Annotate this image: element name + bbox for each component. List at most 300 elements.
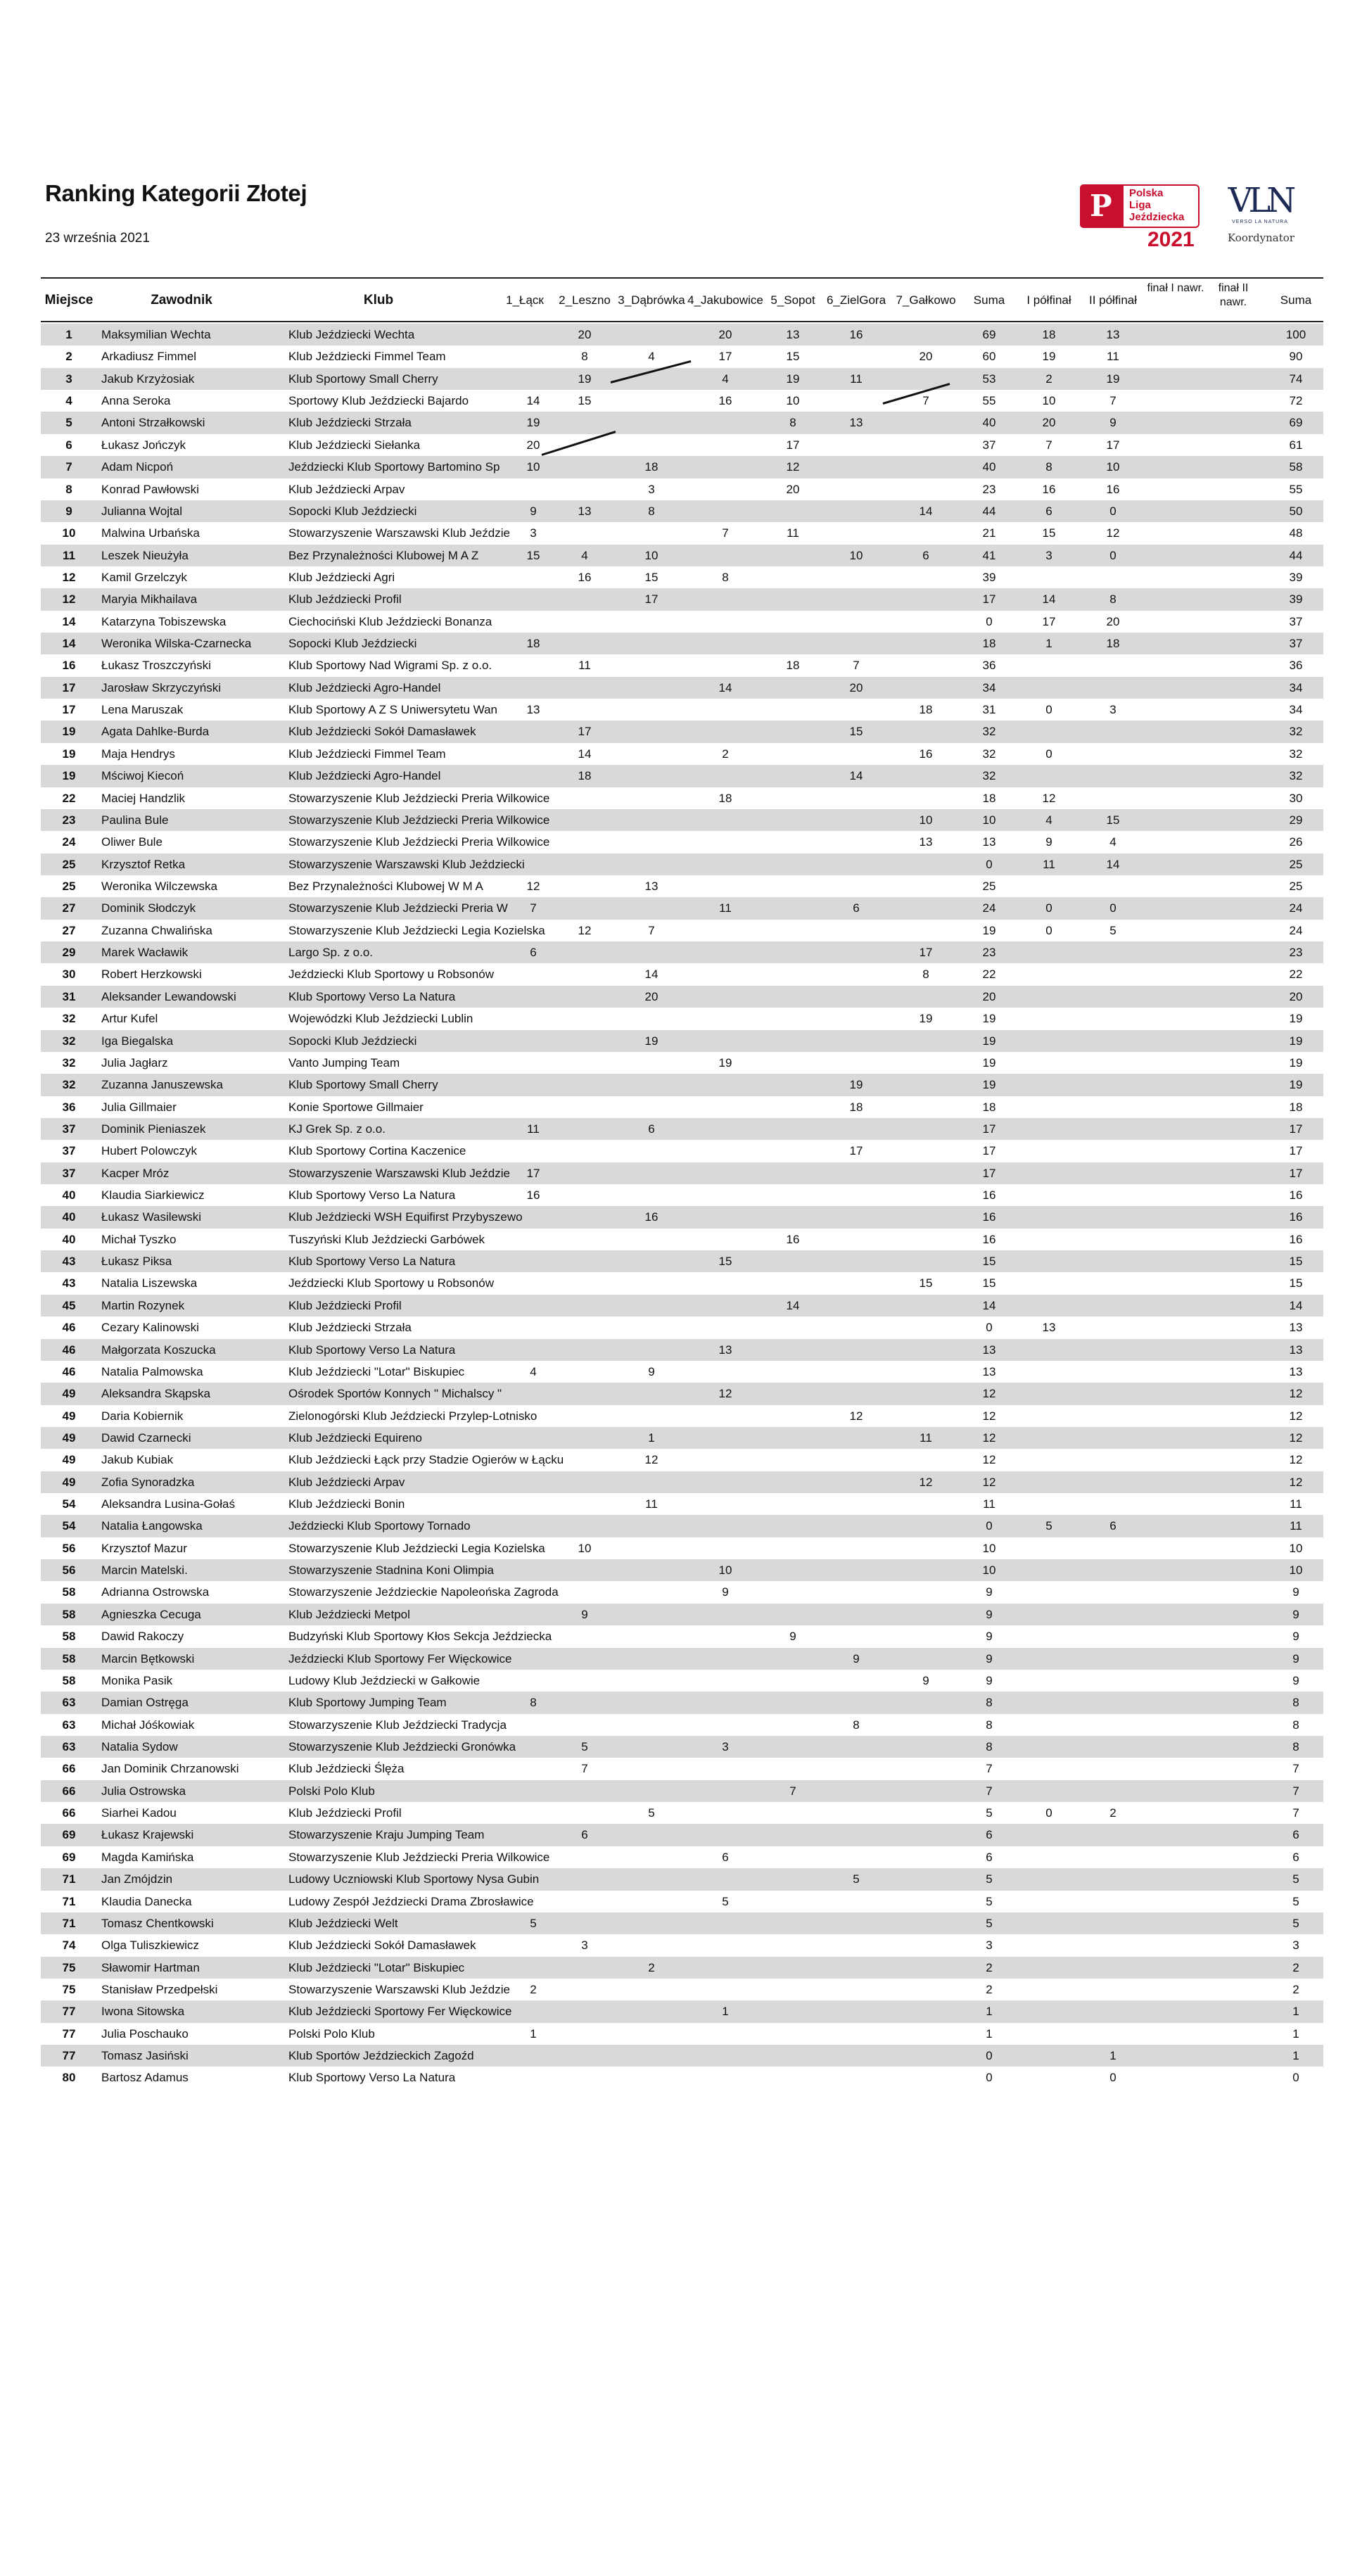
cell-final-1 — [1147, 1912, 1204, 1934]
cell-sum-2: 9 — [1292, 1673, 1299, 1687]
cell-rider: Lena Maruszak — [101, 703, 184, 717]
cell-event-6 — [822, 1537, 891, 1559]
cell-event-2 — [553, 1383, 616, 1404]
cell-event-4: 19 — [718, 1055, 732, 1070]
cell-final-2 — [1204, 1604, 1262, 1625]
cell-event-1 — [519, 1957, 547, 1979]
cell-club: Ludowy Uczniowski Klub Sportowy Nysa Gubin — [288, 1872, 540, 1886]
cell-final-2 — [1204, 456, 1262, 478]
cell-final-1 — [1147, 1891, 1204, 1912]
cell-event-2 — [553, 478, 616, 500]
cell-final-2 — [1204, 765, 1262, 787]
cell-event-6: 19 — [849, 1078, 863, 1092]
cell-event-1 — [519, 1824, 547, 1846]
cell-rank: 24 — [62, 835, 76, 849]
cell-sum-1: 2 — [986, 1982, 993, 1996]
cell-event-2 — [553, 1118, 616, 1140]
cell-final-1 — [1147, 478, 1204, 500]
cell-sum-2: 5 — [1292, 1894, 1299, 1908]
cell-rank: 77 — [62, 2005, 76, 2019]
cell-club: Jeździecki Klub Sportowy Bartomino Sp — [288, 460, 500, 474]
cell-event-3 — [616, 1339, 687, 1361]
cell-event-2 — [553, 875, 616, 897]
cell-sum-1: 16 — [982, 1210, 996, 1224]
col-event-6: 6_ZielGora — [826, 293, 886, 307]
cell-final-1 — [1147, 1846, 1204, 1868]
cell-event-2 — [553, 1979, 616, 2000]
cell-sum-2: 12 — [1289, 1453, 1303, 1467]
cell-final-2 — [1204, 611, 1262, 633]
cell-semifinal-2: 10 — [1106, 460, 1120, 474]
cell-event-2 — [553, 1316, 616, 1338]
cell-event-7 — [891, 368, 961, 390]
cell-semifinal-1 — [1017, 1162, 1081, 1184]
cell-rank: 3 — [65, 372, 72, 386]
cell-semifinal-1 — [1017, 1140, 1081, 1162]
cell-final-1 — [1147, 1118, 1204, 1140]
cell-event-2: 4 — [581, 548, 588, 562]
cell-event-6 — [822, 588, 891, 610]
cell-event-1 — [519, 1206, 547, 1228]
cell-semifinal-2: 18 — [1106, 637, 1120, 651]
cell-event-3 — [616, 809, 687, 831]
cell-sum-1: 39 — [982, 570, 996, 584]
table-row — [41, 1934, 1323, 1956]
cell-event-5 — [764, 566, 822, 588]
cell-club: Klub Jeździecki Arpav — [288, 482, 405, 496]
cell-event-4: 7 — [722, 526, 729, 540]
table-row — [41, 434, 1323, 456]
cell-sum-1: 32 — [982, 769, 996, 783]
cell-event-6 — [822, 434, 891, 456]
cell-sum-1: 41 — [982, 548, 996, 562]
cell-event-6: 6 — [853, 901, 860, 915]
cell-event-5 — [764, 854, 822, 875]
cell-final-1 — [1147, 1471, 1204, 1493]
cell-event-7 — [891, 1957, 961, 1979]
cell-rider: Natalia Sydow — [101, 1740, 178, 1753]
col-event-7: 7_Gałkowo — [896, 293, 956, 307]
cell-sum-1: 24 — [982, 901, 996, 915]
cell-semifinal-1 — [1017, 677, 1081, 699]
col-event-4: 4_Jakubowice — [687, 293, 763, 307]
cell-rider: Jarosław Skrzyczyński — [101, 680, 222, 694]
cell-semifinal-1: 11 — [1043, 857, 1055, 871]
cell-semifinal-1: 3 — [1045, 548, 1052, 562]
cell-event-3 — [616, 324, 687, 345]
cell-event-4 — [687, 1692, 764, 1713]
cell-final-2 — [1204, 1250, 1262, 1272]
cell-rider: Kacper Mróz — [101, 1166, 170, 1180]
cell-final-2 — [1204, 1780, 1262, 1802]
table-row — [41, 368, 1323, 390]
cell-club: Klub Sportowy Verso La Natura — [288, 2071, 456, 2085]
cell-rank: 71 — [62, 1916, 76, 1930]
cell-event-4 — [687, 1670, 764, 1692]
cell-event-1: 19 — [526, 416, 540, 430]
cell-event-6 — [822, 2023, 891, 2045]
cell-event-3 — [616, 1295, 687, 1316]
cell-event-6 — [822, 1493, 891, 1515]
cell-final-1 — [1147, 1670, 1204, 1692]
cell-semifinal-1 — [1017, 1206, 1081, 1228]
cell-event-3: 12 — [644, 1453, 659, 1467]
cell-sum-1: 15 — [982, 1255, 996, 1269]
cell-club: Zielonogórski Klub Jeździecki Przylep-Lotnisko — [288, 1409, 537, 1423]
cell-sum-1: 1 — [986, 2005, 993, 2019]
cell-club: Klub Jeździecki Strzała — [288, 416, 412, 430]
cell-event-2 — [553, 2067, 616, 2088]
cell-event-1: 8 — [530, 1696, 537, 1710]
cell-event-1 — [519, 1383, 547, 1404]
cell-event-1 — [519, 2067, 547, 2088]
cell-event-7 — [891, 456, 961, 478]
cell-event-7 — [891, 1515, 961, 1537]
cell-event-2 — [553, 1272, 616, 1294]
cell-final-1 — [1147, 1625, 1204, 1647]
cell-event-2: 7 — [581, 1762, 588, 1776]
cell-event-4 — [687, 545, 764, 566]
cell-event-5 — [764, 1405, 822, 1427]
cell-event-7 — [891, 1648, 961, 1670]
cell-rank: 7 — [65, 460, 72, 474]
cell-event-1: 20 — [526, 438, 540, 452]
cell-club: Stowarzyszenie Warszawski Klub Jeździecki — [288, 857, 525, 871]
cell-sum-2: 9 — [1292, 1585, 1299, 1599]
cell-event-3 — [616, 1515, 687, 1537]
cell-final-2 — [1204, 1405, 1262, 1427]
table-row — [41, 875, 1323, 897]
cell-event-1: 10 — [526, 460, 540, 474]
cell-rank: 49 — [62, 1387, 76, 1401]
table-row — [41, 2023, 1323, 2045]
cell-club: Klub Jeździecki Bonin — [288, 1497, 405, 1511]
cell-club: Budzyński Klub Sportowy Kłos Sekcja Jeździecka — [288, 1630, 552, 1644]
cell-rank: 32 — [62, 1034, 76, 1048]
cell-final-1 — [1147, 1427, 1204, 1449]
cell-semifinal-1 — [1017, 1604, 1081, 1625]
table-row — [41, 1229, 1323, 1250]
cell-rank: 11 — [63, 548, 75, 562]
cell-semifinal-2: 19 — [1106, 372, 1120, 386]
table-row — [41, 1957, 1323, 1979]
cell-rank: 5 — [65, 416, 72, 430]
cell-event-7 — [891, 1912, 961, 1934]
cell-sum-2: 19 — [1289, 1012, 1303, 1026]
cell-event-6: 13 — [849, 416, 863, 430]
cell-event-1 — [519, 677, 547, 699]
cell-event-6 — [822, 1030, 891, 1052]
table-row — [41, 1625, 1323, 1647]
cell-event-6 — [822, 2000, 891, 2022]
cell-event-1 — [519, 1846, 547, 1868]
cell-sum-1: 60 — [982, 350, 996, 364]
table-row — [41, 633, 1323, 654]
cell-event-6 — [822, 1736, 891, 1758]
cell-rank: 71 — [62, 1872, 76, 1886]
cell-final-1 — [1147, 1052, 1204, 1074]
col-semifinal-1: I półfinał — [1026, 293, 1071, 307]
cell-event-5 — [764, 1030, 822, 1052]
cell-event-6 — [822, 1625, 891, 1647]
table-row — [41, 787, 1323, 809]
cell-rank: 63 — [62, 1740, 76, 1753]
cell-final-2 — [1204, 500, 1262, 522]
cell-rider: Maryia Mikhailava — [101, 592, 198, 607]
table-row — [41, 765, 1323, 787]
cell-event-2 — [553, 1008, 616, 1029]
cell-event-6 — [822, 1891, 891, 1912]
table-row — [41, 963, 1323, 985]
cell-event-4 — [687, 1515, 764, 1537]
cell-semifinal-2 — [1081, 1648, 1145, 1670]
cell-sum-1: 53 — [982, 372, 996, 386]
cell-event-4 — [687, 1934, 764, 1956]
cell-event-7 — [891, 1229, 961, 1250]
cell-event-2: 5 — [581, 1740, 588, 1753]
cell-event-1: 9 — [530, 504, 537, 518]
cell-event-4: 20 — [718, 328, 732, 341]
cell-sum-1: 0 — [986, 857, 993, 871]
cell-semifinal-2 — [1081, 941, 1145, 963]
cell-final-2 — [1204, 1670, 1262, 1692]
cell-final-2 — [1204, 1537, 1262, 1559]
cell-sum-2: 12 — [1289, 1475, 1303, 1489]
cell-rider: Marcin Matelski. — [101, 1563, 188, 1578]
cell-event-5 — [764, 1957, 822, 1979]
table-row — [41, 1758, 1323, 1779]
cell-event-5 — [764, 1162, 822, 1184]
cell-event-7 — [891, 677, 961, 699]
cell-semifinal-1 — [1017, 1559, 1081, 1581]
cell-event-6 — [822, 787, 891, 809]
cell-final-1 — [1147, 2000, 1204, 2022]
cell-final-2 — [1204, 2067, 1262, 2088]
cell-club: Klub Jeździecki Wechta — [288, 328, 415, 341]
cell-event-6 — [822, 345, 891, 367]
cell-event-7 — [891, 1096, 961, 1118]
cell-final-2 — [1204, 831, 1262, 853]
cell-event-6: 16 — [849, 328, 863, 341]
cell-rider: Małgorzata Koszucka — [101, 1343, 216, 1357]
cell-final-1 — [1147, 963, 1204, 985]
cell-event-6 — [822, 1206, 891, 1228]
cell-event-4 — [687, 809, 764, 831]
cell-sum-1: 40 — [982, 460, 996, 474]
cell-event-4 — [687, 1824, 764, 1846]
cell-final-1 — [1147, 1581, 1204, 1603]
table-row — [41, 1604, 1323, 1625]
cell-event-4 — [687, 611, 764, 633]
cell-final-1 — [1147, 1339, 1204, 1361]
cell-rider: Antoni Strzałkowski — [101, 416, 205, 430]
cell-event-7 — [891, 412, 961, 433]
cell-event-6 — [822, 478, 891, 500]
cell-semifinal-1: 13 — [1042, 1321, 1056, 1335]
cell-final-1 — [1147, 368, 1204, 390]
table-row — [41, 920, 1323, 941]
cell-semifinal-1 — [1017, 1670, 1081, 1692]
cell-event-7 — [891, 1934, 961, 1956]
cell-event-7 — [891, 1295, 961, 1316]
cell-club: Klub Jeździecki Agri — [288, 570, 395, 584]
cell-event-1 — [519, 854, 547, 875]
cell-rank: 49 — [62, 1409, 76, 1423]
cell-sum-2: 16 — [1289, 1210, 1303, 1224]
cell-rank: 58 — [62, 1651, 76, 1665]
cell-semifinal-2 — [1081, 1758, 1145, 1779]
cell-final-2 — [1204, 1074, 1262, 1096]
cell-event-6 — [822, 1383, 891, 1404]
cell-final-1 — [1147, 920, 1204, 941]
cell-rider: Julia Gillmaier — [101, 1100, 177, 1114]
cell-event-7 — [891, 1802, 961, 1824]
cell-event-1: 14 — [526, 394, 540, 408]
cell-event-2 — [553, 1140, 616, 1162]
cell-rank: 19 — [62, 747, 76, 761]
cell-final-1 — [1147, 1493, 1204, 1515]
cell-event-5: 14 — [786, 1298, 800, 1312]
cell-event-7 — [891, 1184, 961, 1206]
cell-final-1 — [1147, 1824, 1204, 1846]
table-row — [41, 1250, 1323, 1272]
cell-final-2 — [1204, 1162, 1262, 1184]
cell-semifinal-2 — [1081, 1537, 1145, 1559]
cell-event-6 — [822, 831, 891, 853]
cell-final-2 — [1204, 545, 1262, 566]
cell-event-6 — [822, 456, 891, 478]
cell-event-5 — [764, 1052, 822, 1074]
table-row — [41, 1339, 1323, 1361]
cell-event-1 — [519, 1802, 547, 1824]
cell-event-1 — [519, 1471, 547, 1493]
cell-sum-2: 19 — [1289, 1055, 1303, 1070]
cell-event-1 — [519, 787, 547, 809]
table-row — [41, 1184, 1323, 1206]
cell-event-2 — [553, 588, 616, 610]
cell-sum-2: 23 — [1289, 946, 1303, 960]
cell-event-4 — [687, 1184, 764, 1206]
cell-club: Klub Sportów Jeździeckich Zagoźd — [288, 2049, 474, 2063]
cell-final-1 — [1147, 545, 1204, 566]
cell-event-1 — [519, 1074, 547, 1096]
cell-final-1 — [1147, 1758, 1204, 1779]
cell-event-4: 18 — [718, 791, 732, 805]
cell-event-5 — [764, 1184, 822, 1206]
cell-event-2: 14 — [578, 747, 592, 761]
cell-sum-2: 44 — [1289, 548, 1303, 562]
cell-rank: 46 — [62, 1343, 76, 1357]
cell-sum-1: 2 — [986, 1960, 993, 1974]
cell-club: Stowarzyszenie Jeździeckie Napoleońska Zagroda — [288, 1585, 559, 1599]
cell-final-1 — [1147, 1184, 1204, 1206]
cell-event-4 — [687, 633, 764, 654]
cell-semifinal-2 — [1081, 1383, 1145, 1404]
cell-rank: 12 — [62, 592, 76, 607]
cell-semifinal-1 — [1017, 1074, 1081, 1096]
cell-club: Klub Jeździecki Sokół Damasławek — [288, 725, 476, 739]
cell-semifinal-2: 4 — [1109, 835, 1117, 849]
cell-semifinal-2 — [1081, 721, 1145, 742]
cell-club: Klub Sportowy Nad Wigrami Sp. z o.o. — [288, 659, 492, 673]
cell-sum-1: 18 — [982, 1100, 996, 1114]
cell-event-7 — [891, 1692, 961, 1713]
cell-sum-2: 17 — [1289, 1122, 1303, 1136]
cell-sum-1: 19 — [982, 1034, 996, 1048]
cell-semifinal-2 — [1081, 1780, 1145, 1802]
cell-sum-1: 17 — [982, 1122, 996, 1136]
cell-final-1 — [1147, 941, 1204, 963]
cell-event-5 — [764, 1912, 822, 1934]
cell-final-2 — [1204, 854, 1262, 875]
cell-rank: 49 — [62, 1453, 76, 1467]
cell-final-2 — [1204, 566, 1262, 588]
cell-sum-2: 16 — [1289, 1232, 1303, 1246]
cell-sum-1: 6 — [986, 1850, 993, 1864]
cell-event-2 — [553, 1030, 616, 1052]
cell-rider: Leszek Nieużyła — [101, 548, 189, 562]
cell-event-6 — [822, 920, 891, 941]
cell-final-2 — [1204, 1758, 1262, 1779]
cell-event-4: 2 — [722, 747, 729, 761]
cell-event-3 — [616, 1074, 687, 1096]
cell-event-3 — [616, 1758, 687, 1779]
cell-event-6 — [822, 1515, 891, 1537]
cell-sum-2: 13 — [1289, 1364, 1303, 1378]
cell-event-7: 15 — [919, 1276, 933, 1290]
cell-event-6: 18 — [849, 1100, 863, 1114]
cell-event-1 — [519, 920, 547, 941]
cell-event-3 — [616, 765, 687, 787]
cell-club: Stowarzyszenie Klub Jeździecki Preria Wilkowice — [288, 1850, 550, 1864]
cell-semifinal-1 — [1017, 1008, 1081, 1029]
cell-final-1 — [1147, 2023, 1204, 2045]
cell-event-6 — [822, 1912, 891, 1934]
cell-rank: 63 — [62, 1718, 76, 1732]
cell-event-7 — [891, 1206, 961, 1228]
cell-event-2 — [553, 1846, 616, 1868]
cell-event-4: 11 — [719, 901, 732, 915]
cell-event-3 — [616, 654, 687, 676]
cell-rider: Weronika Wilska-Czarnecka — [101, 637, 252, 651]
cell-final-1 — [1147, 2067, 1204, 2088]
cell-final-2 — [1204, 1934, 1262, 1956]
cell-event-7 — [891, 1736, 961, 1758]
cell-event-7 — [891, 854, 961, 875]
cell-event-4 — [687, 1868, 764, 1890]
cell-semifinal-1: 0 — [1045, 1806, 1052, 1820]
cell-event-2 — [553, 1206, 616, 1228]
cell-final-2 — [1204, 633, 1262, 654]
cell-rank: 16 — [62, 659, 76, 673]
cell-club: Stowarzyszenie Warszawski Klub Jeździe — [288, 1166, 510, 1180]
cell-rank: 63 — [62, 1696, 76, 1710]
cell-sum-2: 19 — [1289, 1034, 1303, 1048]
table-row — [41, 677, 1323, 699]
cell-rider: Oliwer Bule — [101, 835, 163, 849]
cell-sum-2: 18 — [1289, 1100, 1303, 1114]
cell-event-4 — [687, 1427, 764, 1449]
cell-club: Stowarzyszenie Warszawski Klub Jeździe — [288, 526, 510, 540]
cell-sum-2: 30 — [1289, 791, 1303, 805]
cell-rider: Stanisław Przedpełski — [101, 1982, 218, 1996]
table-row — [41, 2045, 1323, 2067]
cell-event-6: 12 — [849, 1409, 863, 1423]
cell-semifinal-2: 6 — [1109, 1519, 1117, 1533]
cell-event-6: 11 — [850, 372, 863, 386]
cell-event-7 — [891, 897, 961, 919]
cell-club: Jeździecki Klub Sportowy Fer Więckowice — [288, 1651, 512, 1665]
